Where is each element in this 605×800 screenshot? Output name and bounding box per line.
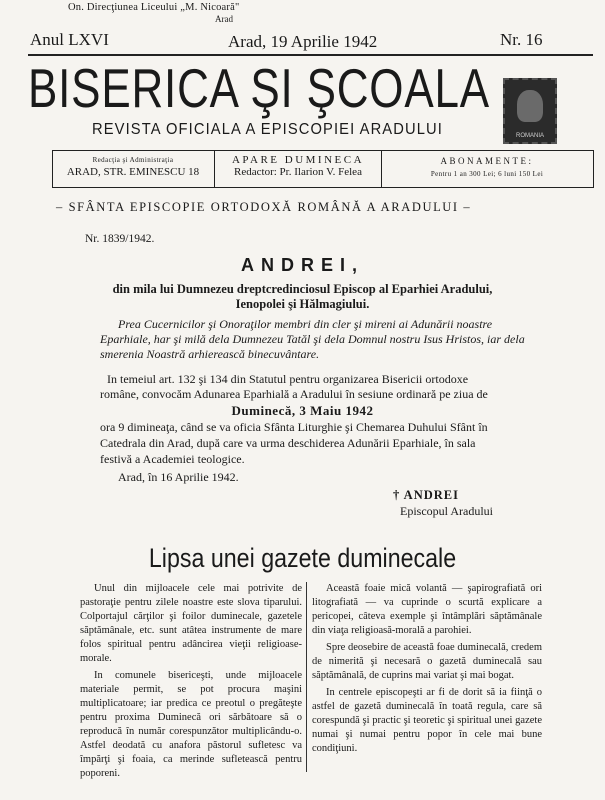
- issue-number: Nr. 16: [500, 30, 543, 49]
- issue-year: Anul LXVI: [30, 30, 109, 49]
- decree-body-line: Catedrala din Arad, după care va urma deschiderea Adunării Eparhiale, în sala: [100, 436, 476, 450]
- decree-body-line: festivă a Academiei teologice.: [100, 452, 245, 466]
- issue-date: Arad, 19 Aprilie 1942: [228, 32, 378, 51]
- bishop-name: ANDREI,: [240, 255, 364, 275]
- info-subscriptions: [381, 151, 593, 187]
- bishop-title-line-1: din mila lui Dumnezeu dreptcredinciosul Episcop al Eparhiei Aradului,: [112, 282, 493, 296]
- subscriptions-text: Pentru 1 an 300 Lei; 6 luni 150 Lei: [430, 170, 544, 178]
- decree-body-line: In temeiul art. 132 şi 134 din Statutul pentru organizarea Bisericii ortodoxe: [107, 372, 469, 386]
- diocese-banner: – SFÂNTA EPISCOPIE ORTODOXĂ ROMÂNĂ A ARADULUI –: [56, 200, 472, 214]
- bishop-title-line-2: Ienopolei şi Hălmagiului.: [235, 297, 370, 311]
- appears-text: APARE DUMINECA: [231, 154, 365, 166]
- subscriptions-label: ABONAMENTE:: [440, 156, 534, 166]
- article-left-column: [80, 582, 302, 781]
- article-paragraph: Unul din mijloacele cele mai potrivite de pastoraţie pentru zilele noastre este slova tiparului. Colportajul cărţilor şi foilor duminecale, gazetele săptămânale, etc. sunt atâtea instrumente de mare folos spiritual pentru adâncirea vieţii religioase-morale.: [80, 583, 302, 664]
- library-stamp-city: Arad: [215, 14, 233, 24]
- masthead-rule: [28, 54, 593, 56]
- article-paragraph: Spre deosebire de această foae duminecală, credem de nimerită şi necesară o gazetă duminecală sau săptămânală, de cuprins mai variat şi mai bogat.: [312, 642, 542, 681]
- decree-number: Nr. 1839/1942.: [85, 233, 155, 245]
- editor-text: Redactor: Pr. Ilarion V. Felea: [234, 166, 362, 178]
- column-divider: [306, 582, 307, 772]
- assembly-date: Duminecă, 3 Maiu 1942: [231, 403, 374, 418]
- postage-portrait: [517, 90, 543, 122]
- masthead-title: BISERICA ŞI ŞCOALA: [28, 57, 490, 119]
- info-box: [52, 150, 594, 188]
- info-admin: [53, 151, 213, 187]
- admin-label: Redacţia şi Administraţia: [92, 156, 174, 164]
- decree-place-date: Arad, în 16 Aprilie 1942.: [118, 470, 239, 484]
- article-paragraph: In centrele episcopeşti ar fi de dorit să ia fiinţă o astfel de gazetă duminecală în toată regula, care să corespundă şi practic şi teoretic şi spiritual unei gazete numai şi numai pentru popor în cele mai bune condiţiuni.: [312, 687, 542, 754]
- postage-stamp: [503, 78, 557, 144]
- library-stamp: On. Direcţiunea Liceului „M. Nicoară": [68, 2, 240, 13]
- greeting-line: Prea Cucernicilor şi Onoraţilor membri din cler şi mireni ai Adunării noastre: [118, 317, 493, 331]
- article-paragraph: In comunele bisericeşti, unde mijloacele materiale permit, se pot procura maşini multiplicatoare; iar predica ce preotul o pregăteşte pentru proxima Duminecă ori sărbătoare să o reproducă în număr corespunzător multiplicându-o. Astfel deodată cu anafora păstorul sufletesc va împărţi şi foaia, ca merinde sufletească pentru poporeni.: [80, 670, 302, 779]
- decree-body-line: române, convocăm Adunarea Eparhială a Aradului în sesiune ordinară pe ziua de: [100, 387, 488, 401]
- signature-name: † ANDREI: [393, 488, 459, 502]
- article-paragraph: Această foaie mică volantă — şapirografiată ori litografiată — va cuprinde o scurtă explicare a pericopei, câteva exemple şi întâmplări săptămânale din viaţa religioasă-morală a parohiei.: [312, 583, 542, 636]
- greeting-line: Eparhiale, har şi milă dela Dumnezeu Tatăl şi dela Domnul nostru Isus Hristos, iar dela: [100, 332, 525, 346]
- decree-body-line: ora 9 dimineaţa, când se va oficia Sfânta Liturghie şi Chemarea Duhului Sfânt în: [100, 420, 488, 434]
- admin-address: ARAD, STR. EMINESCU 18: [66, 166, 200, 178]
- greeting-line: smerenia Noastră arhierească binecuvântare.: [100, 347, 320, 361]
- article-right-column: [312, 582, 542, 756]
- masthead-subtitle: REVISTA OFICIALA A EPISCOPIEI ARADULUI: [92, 121, 443, 138]
- signature-title: Episcopul Aradului: [400, 504, 493, 518]
- postage-label: ROMANIA: [515, 133, 544, 139]
- info-appears: [214, 151, 382, 187]
- article-headline: Lipsa unei gazete duminecale: [148, 543, 457, 573]
